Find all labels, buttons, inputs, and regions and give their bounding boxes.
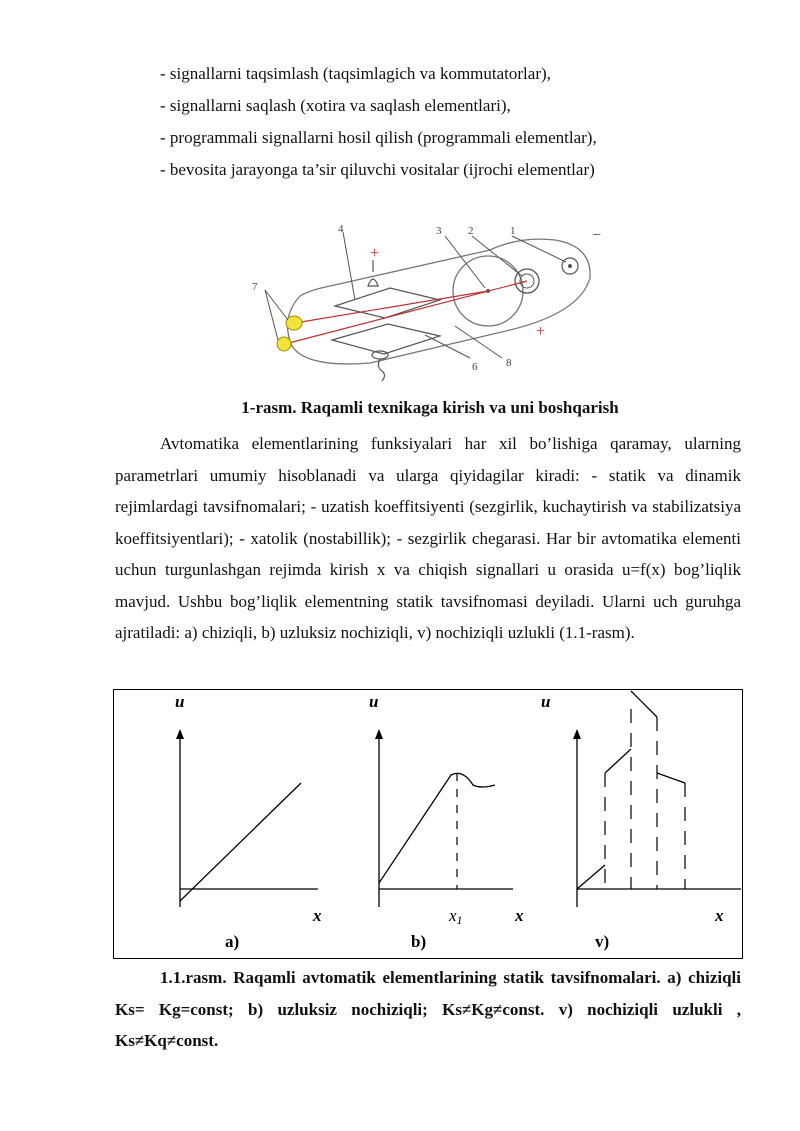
list-item: - bevosita jarayonga ta’sir qiluvchi vositalar (ijrochi elementlar) [160, 160, 595, 179]
label-4: 4 [338, 223, 344, 235]
minus-sign: − [592, 227, 602, 244]
figure-1-device-diagram [240, 218, 620, 388]
figure-2-caption [115, 962, 741, 1057]
list-item: - signallarni saqlash (xotira va saqlash elementlari), [160, 96, 511, 115]
body-paragraph [115, 428, 741, 649]
x-axis-label: x [313, 906, 322, 925]
x-axis-label: x [515, 906, 524, 925]
y-axis-label: u [541, 692, 551, 711]
paragraph-text: Avtomatika elementlarining funksiyalari har xil bo’lishiga qaramay, ularning parametrlari umumiy hisoblanadi va ularga qiyidagilar kiradi: - statik va dinamik rejimlardagi tavsifnomalari; - uzatish koeffitsiyenti (sezgirlik, kuchaytirish va stabilizatsiya koeffitsiyentlari); - xatolik (nostabillik); - sezgirlik chegarasi. Har bir avtomatika elementi uchun turgunlashgan rejimda kirish x va chiqish signallari u orasida u=f(x) bog’liqlik mavjud. Ushbu bog’liqlik elementning statik tavsifnomasi deyiladi. Ularni uch guruhga ajratiladi: a) chiziqli, b) uzluksiz nochiziqli, v) nochiziqli uzlukli (1.1-rasm). [115, 434, 741, 642]
figure-2-static-characteristics [113, 689, 743, 959]
plus-sign: + [370, 245, 380, 262]
panel-tag: v) [595, 932, 610, 951]
panel-tag: b) [411, 932, 427, 951]
caption-text: 1.1.rasm. Raqamli avtomatik elementlarining statik tavsifnomalari. a) chiziqli Ks= Kg=const; b) uzluksiz nochiziqli; Ks≠Kg≠const. v) nochiziqli uzlukli , Ks≠Kq≠const. [115, 968, 741, 1050]
label-1: 1 [510, 225, 516, 237]
plus-sign: + [536, 323, 546, 340]
y-axis-label: u [369, 692, 379, 711]
list-item: - signallarni taqsimlash (taqsimlagich va kommutatorlar), [160, 64, 551, 83]
x1-mark: x1 [449, 906, 463, 927]
label-2: 2 [468, 225, 474, 237]
label-7: 7 [252, 281, 258, 293]
function-list [160, 64, 720, 192]
x-axis-label: x [715, 906, 724, 925]
figure-1-caption: 1-rasm. Raqamli texnikaga kirish va uni boshqarish [241, 398, 619, 417]
list-item: - programmali signallarni hosil qilish (programmali elementlar), [160, 128, 597, 147]
y-axis-label: u [175, 692, 185, 711]
label-6: 6 [472, 361, 478, 373]
label-8: 8 [506, 357, 512, 369]
label-3: 3 [436, 225, 442, 237]
panel-tag: a) [225, 932, 240, 951]
